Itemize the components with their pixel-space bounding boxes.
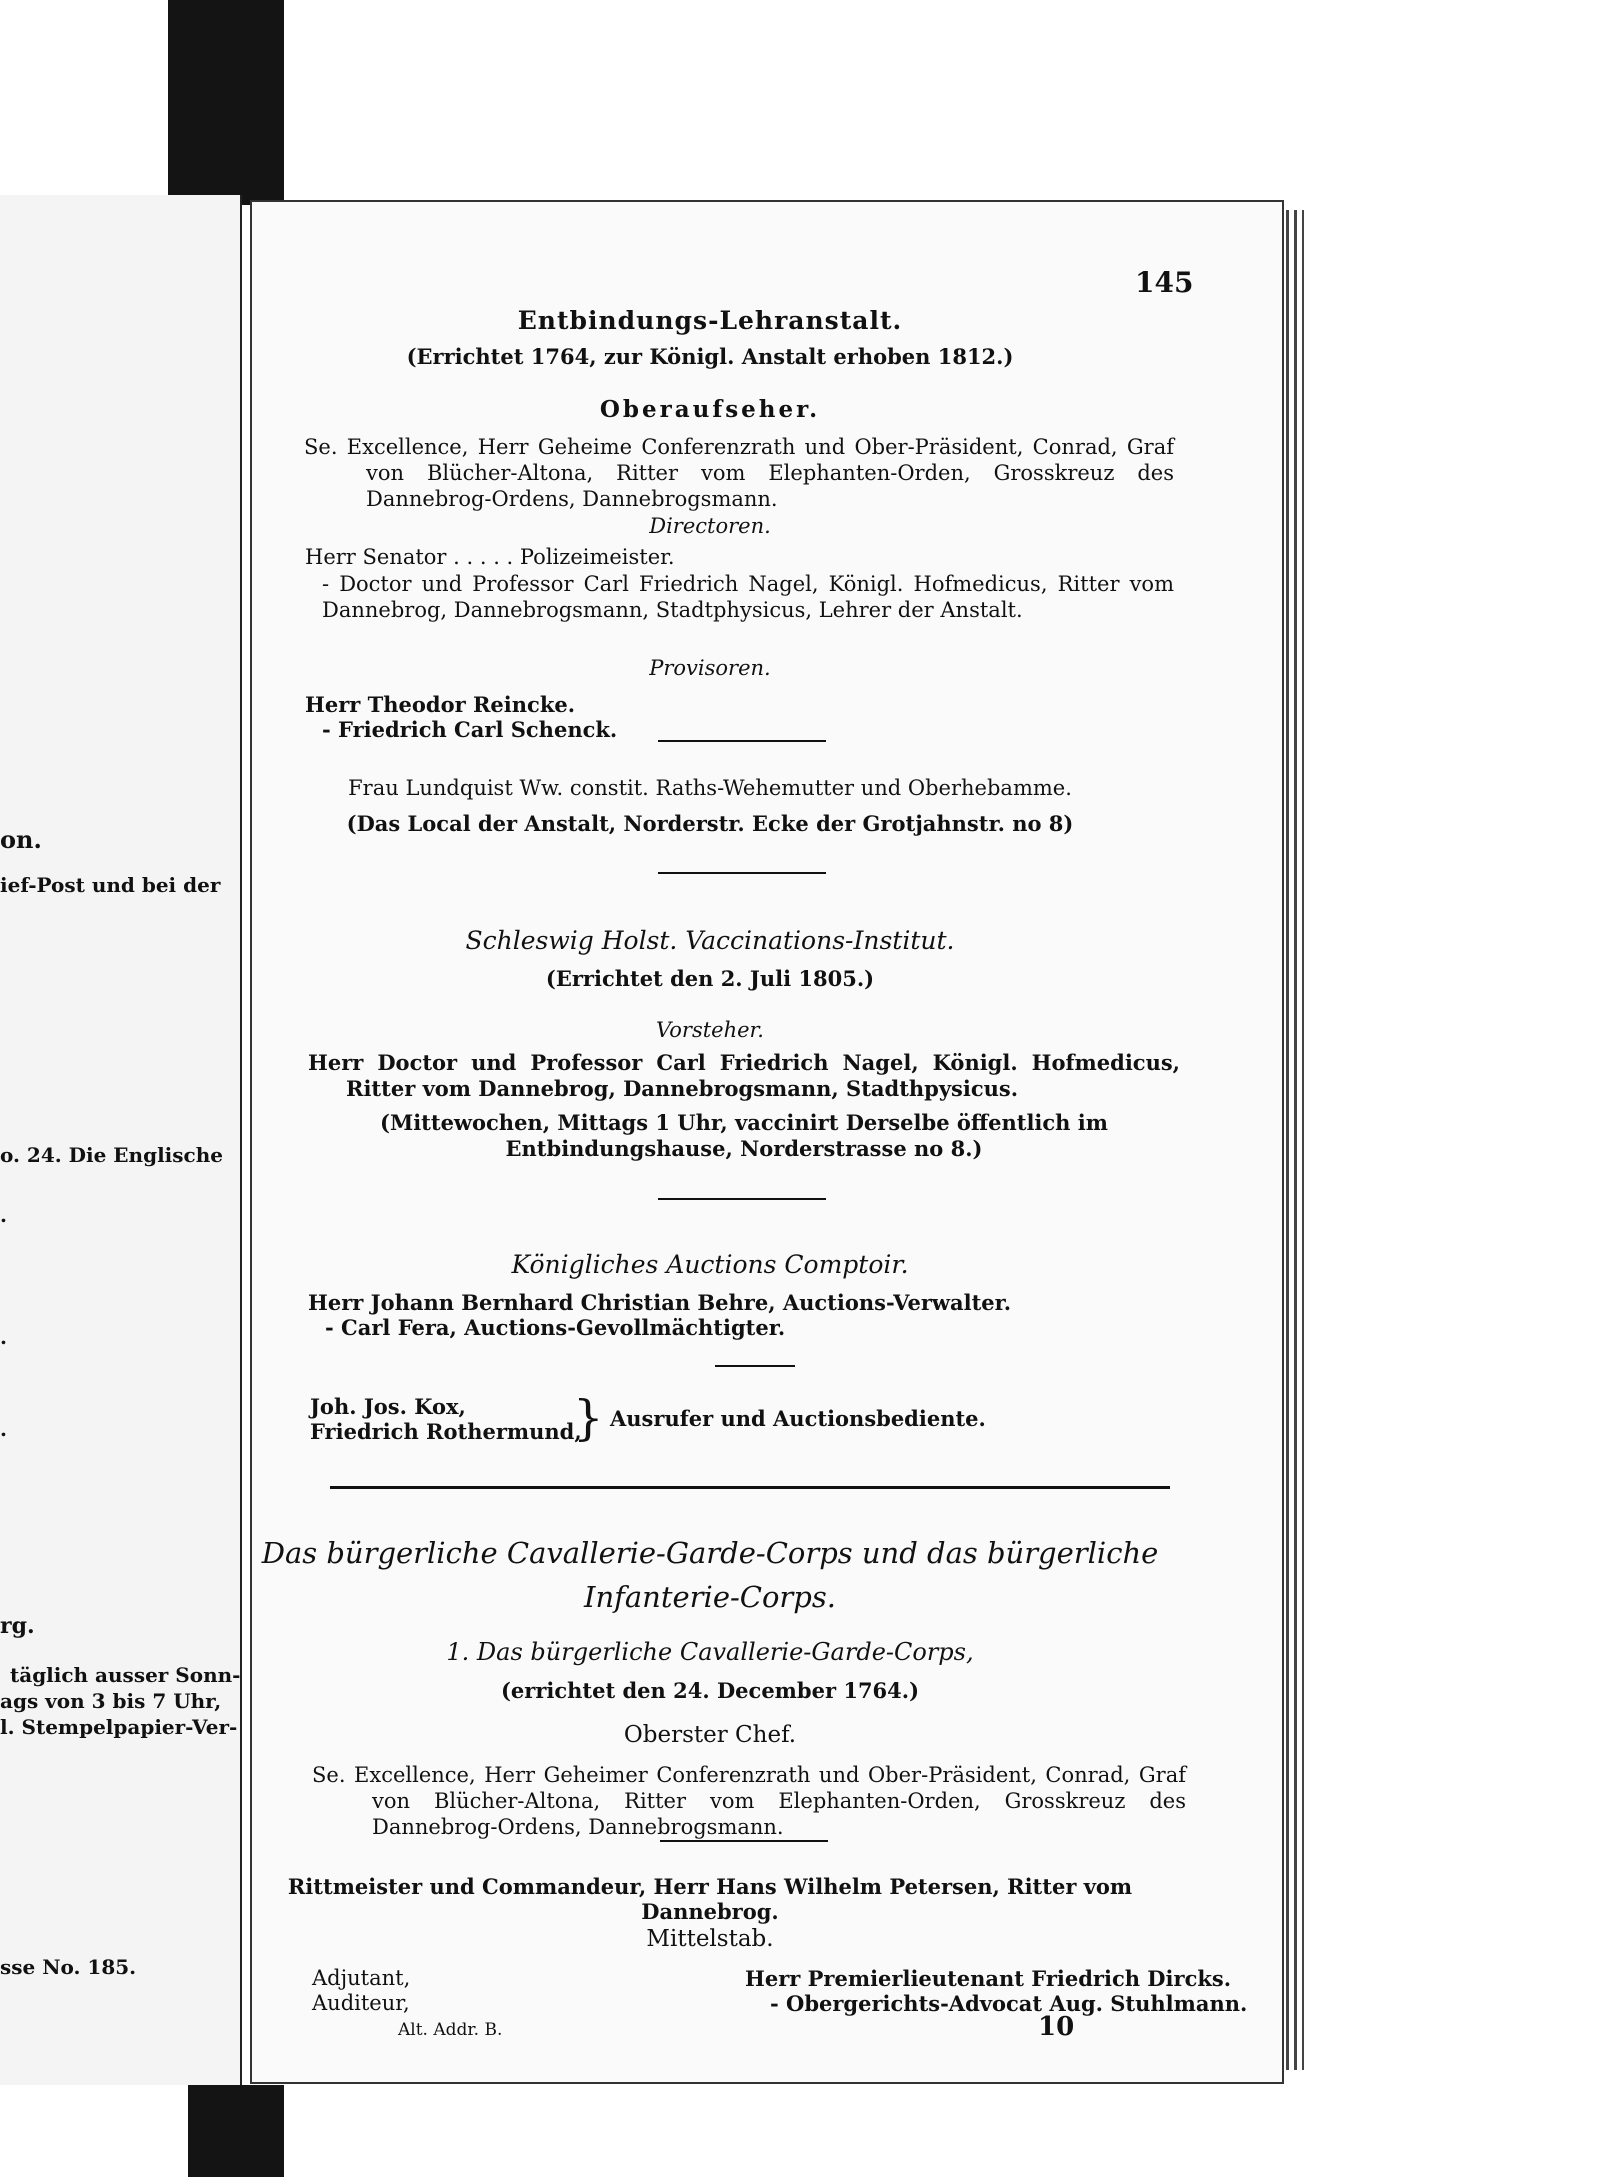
provisor-entry: - Friedrich Carl Schenck. — [322, 717, 618, 742]
divider — [660, 1840, 828, 1842]
signature-mark: Alt. Addr. B. — [398, 2020, 503, 2040]
staff-name: - Obergerichts-Advocat Aug. Stuhlmann. — [770, 1991, 1248, 2016]
subsection-subtitle: (errichtet den 24. December 1764.) — [500, 1678, 920, 1703]
left-fragment: ags von 3 bis 7 Uhr, — [0, 1689, 222, 1713]
section-title: Entbindungs-Lehranstalt. — [517, 306, 903, 335]
left-fragment: täglich ausser Sonn- — [10, 1663, 241, 1687]
left-fragment: ief-Post und bei der — [0, 873, 221, 897]
section-title: Das bürgerliche Cavallerie-Garde-Corps und das bürgerliche — [261, 1536, 1159, 1570]
binding-strip-top — [168, 0, 284, 205]
role-heading: Provisoren. — [649, 656, 771, 680]
role-heading: Oberster Chef. — [623, 1722, 797, 1748]
vorsteher-entry: Herr Doctor und Professor Carl Friedrich Nagel, Königl. Hofmedicus, Ritter vom Dannebrog, Dannebrogsmann, Stadthpysicus. — [308, 1050, 1180, 1101]
section-title: Königliches Auctions Comptoir. — [511, 1250, 909, 1279]
director-entry: - Doctor und Professor Carl Friedrich Nagel, Königl. Hofmedicus, Ritter vom Dannebrog, Dannebrogsmann, Stadtphysicus, Lehrer der Anstalt. — [322, 572, 1174, 622]
oberaufseher-entry: Se. Excellence, Herr Geheime Conferenzrath und Ober-Präsident, Conrad, Graf von Blücher-Altona, Ritter vom Elephanten-Orden, Grosskreuz des Dannebrog-Ordens, Dannebrogsmann. — [304, 435, 1174, 511]
left-fragment: l. Stempelpapier-Ver- — [0, 1715, 238, 1739]
role-heading: Directoren. — [649, 514, 771, 538]
divider — [658, 1198, 826, 1200]
divider — [658, 740, 826, 742]
section-subtitle: (Errichtet 1764, zur Königl. Anstalt erhoben 1812.) — [406, 344, 1014, 369]
page-edge — [1302, 210, 1304, 2070]
staff-name: Herr Premierlieutenant Friedrich Dircks. — [745, 1966, 1232, 1991]
binding-strip-bottom — [188, 2085, 284, 2177]
vaccination-note: (Mittewochen, Mittags 1 Uhr, vaccinirt Derselbe öffentlich im Entbindungshause, Norderstrasse no 8.) — [380, 1110, 1108, 1161]
left-fragment: sse No. 185. — [0, 1955, 137, 1979]
auction-entry: Herr Johann Bernhard Christian Behre, Auctions-Verwalter. — [308, 1290, 1012, 1315]
left-fragment: rg. — [0, 1613, 35, 1639]
role-heading: Mittelstab. — [646, 1926, 774, 1952]
sheet-number: 10 — [1038, 2012, 1075, 2042]
auction-name: Friedrich Rothermund, — [310, 1419, 582, 1444]
staff-label: Auditeur, — [312, 1991, 410, 2015]
left-fragment: o. 24. Die Englische — [0, 1143, 223, 1167]
provisor-entry: Herr Theodor Reincke. — [305, 692, 576, 717]
page-number: 145 — [1135, 266, 1194, 299]
auction-name: Joh. Jos. Kox, — [310, 1394, 466, 1419]
page-edge — [1294, 210, 1297, 2070]
brace-symbol: } — [573, 1390, 604, 1446]
left-marker: . — [0, 1203, 7, 1227]
left-marker: . — [0, 1325, 7, 1349]
left-marker: . — [0, 1417, 7, 1441]
auction-entry: - Carl Fera, Auctions-Gevollmächtigter. — [325, 1315, 786, 1340]
section-title: Infanterie-Corps. — [584, 1580, 836, 1614]
section-title: Schleswig Holst. Vaccinations-Institut. — [465, 926, 955, 955]
staff-label: Adjutant, — [312, 1966, 411, 1990]
page-edge — [1286, 210, 1289, 2070]
chef-entry: Se. Excellence, Herr Geheimer Conferenzrath und Ober-Präsident, Conrad, Graf von Blücher-Altona, Ritter vom Elephanten-Orden, Grosskreuz des Dannebrog-Ordens, Dannebrogsmann. — [312, 1763, 1186, 1839]
left-page — [0, 195, 242, 2085]
location-note: (Das Local der Anstalt, Norderstr. Ecke der Grotjahnstr. no 8) — [346, 811, 1074, 836]
auction-role: Ausrufer und Auctionsbediente. — [610, 1406, 986, 1431]
divider — [715, 1365, 795, 1367]
role-heading: Oberaufseher. — [599, 396, 821, 423]
left-fragment: on. — [0, 825, 42, 854]
section-subtitle: (Errichtet den 2. Juli 1805.) — [545, 966, 875, 991]
hebamme-entry: Frau Lundquist Ww. constit. Raths-Wehemutter und Oberhebamme. — [348, 776, 1072, 800]
section-rule — [330, 1486, 1170, 1489]
role-heading: Vorsteher. — [656, 1018, 764, 1042]
rittmeister-entry: Rittmeister und Commandeur, Herr Hans Wilhelm Petersen, Ritter vom Dannebrog. — [287, 1874, 1133, 1924]
subsection-title: 1. Das bürgerliche Cavallerie-Garde-Corps, — [446, 1638, 974, 1666]
director-entry: Herr Senator . . . . . Polizeimeister. — [305, 545, 675, 569]
divider — [658, 872, 826, 874]
